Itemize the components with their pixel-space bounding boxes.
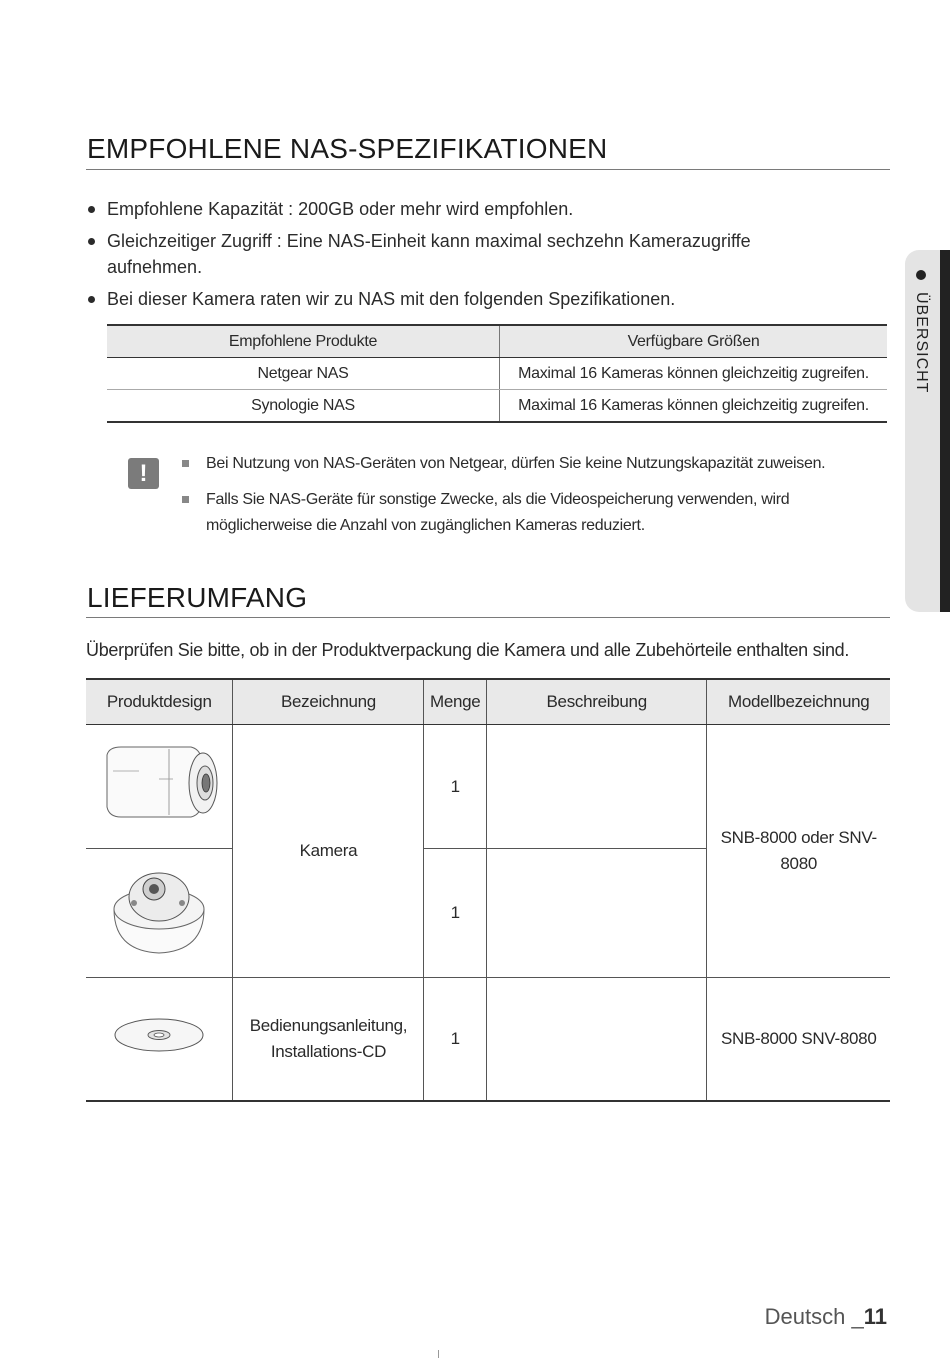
description-cell [486, 849, 707, 978]
page-number: 11 [863, 1304, 887, 1329]
item-name-cell: Kamera [233, 725, 424, 978]
column-header: Empfohlene Produkte [107, 325, 500, 358]
note-item: Falls Sie NAS-Geräte für sonstige Zwecke, als die Videospeicherung verwenden, wird möglicherweise die Anzahl von zugänglichen Kameras reduziert. [180, 487, 870, 539]
item-name-cell: Bedienungsanleitung, Installations-CD [233, 978, 424, 1102]
package-contents-table [86, 678, 890, 1102]
model-cell: SNB-8000 oder SNV-8080 [707, 725, 890, 978]
intro-text: Überprüfen Sie bitte, ob in der Produktverpackung die Kamera und alle Zubehörteile enthalten sind. [86, 640, 850, 660]
bullet-dot-icon [916, 270, 926, 280]
bullet-item: Empfohlene Kapazität : 200GB oder mehr wird empfohlen. [86, 196, 846, 222]
box-camera-image [99, 741, 219, 825]
footer-language: Deutsch _ [764, 1304, 864, 1329]
description-cell [486, 725, 707, 849]
table-cell: Maximal 16 Kameras können gleichzeitig zugreifen. [500, 358, 888, 390]
crop-mark [438, 1350, 439, 1358]
bullet-item: Bei dieser Kamera raten wir zu NAS mit den folgenden Spezifikationen. [86, 286, 846, 312]
column-header: Modellbezeichnung [707, 679, 890, 725]
table-cell: Synologie NAS [107, 390, 500, 423]
table-cell: Maximal 16 Kameras können gleichzeitig zugreifen. [500, 390, 888, 423]
side-tab-bar [940, 250, 950, 612]
cd-image [111, 1015, 207, 1055]
table-row [86, 725, 890, 849]
column-header: Menge [424, 679, 486, 725]
side-chapter-tab[interactable] [905, 250, 950, 612]
product-image-cell [86, 725, 233, 849]
table-row [107, 358, 887, 390]
section-rule [86, 617, 890, 618]
warning-icon: ! [128, 458, 159, 489]
table-cell: Netgear NAS [107, 358, 500, 390]
note-list [180, 451, 870, 549]
column-header: Beschreibung [486, 679, 707, 725]
table-header-row [86, 679, 890, 725]
product-image-cell [86, 978, 233, 1102]
section-title-nas: EMPFOHLENE NAS-SPEZIFIKATIONEN [87, 133, 608, 164]
model-cell: SNB-8000 SNV-8080 [707, 978, 890, 1102]
dome-camera-image [104, 859, 214, 959]
description-cell [486, 978, 707, 1102]
table-row [107, 390, 887, 423]
quantity-cell: 1 [424, 725, 486, 849]
nas-spec-table [107, 324, 887, 423]
page-footer [765, 1304, 887, 1330]
nas-bullet-list [86, 196, 846, 318]
product-image-cell [86, 849, 233, 978]
side-tab-label: ÜBERSICHT [913, 292, 930, 394]
section-title-contents: LIEFERUMFANG [87, 582, 308, 613]
table-row [86, 978, 890, 1102]
column-header: Produktdesign [86, 679, 233, 725]
bullet-item: Gleichzeitiger Zugriff : Eine NAS-Einheit kann maximal sechzehn Kamerazugriffe aufnehmen. [86, 228, 846, 280]
note-item: Bei Nutzung von NAS-Geräten von Netgear, dürfen Sie keine Nutzungskapazität zuweisen. [180, 451, 870, 477]
column-header: Verfügbare Größen [500, 325, 888, 358]
quantity-cell: 1 [424, 978, 486, 1102]
column-header: Bezeichnung [233, 679, 424, 725]
table-header-row [107, 325, 887, 358]
quantity-cell: 1 [424, 849, 486, 978]
section-rule [86, 169, 890, 170]
